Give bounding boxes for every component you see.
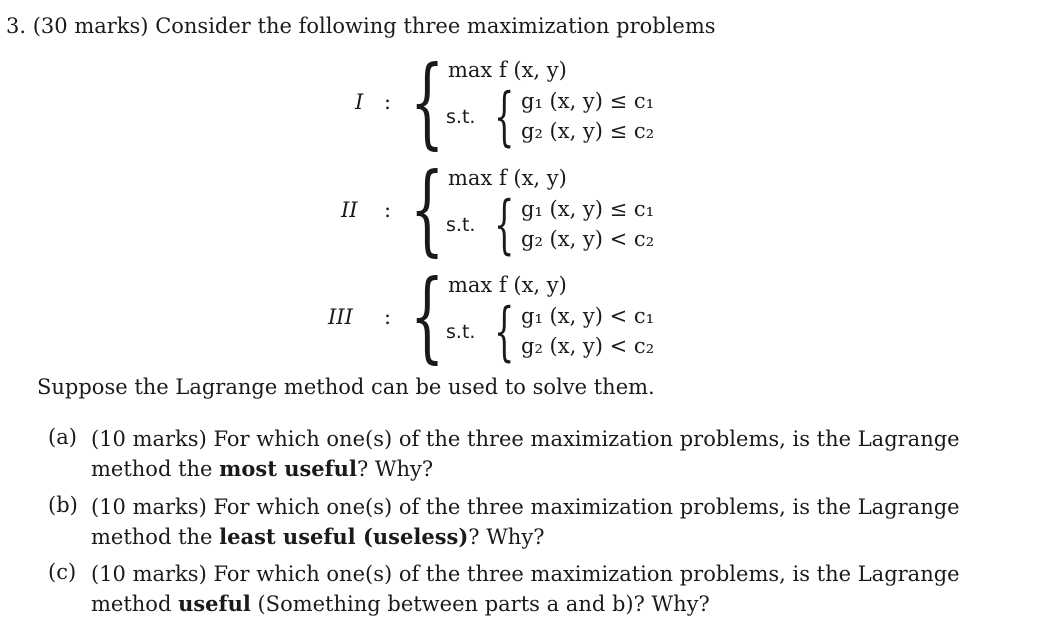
part-line-1	[91, 492, 960, 522]
problem-label: I	[355, 90, 364, 114]
part-line2-pre: method the	[91, 525, 220, 549]
part-line-1	[91, 559, 960, 589]
left-brace-icon: {	[410, 46, 445, 160]
constraint-1: g₁ (x, y) ≤ c₁	[521, 89, 655, 113]
constraint-brace-icon: {	[494, 80, 515, 154]
part-marks: (10 marks)	[91, 495, 207, 519]
subject-to-label: s.t.	[446, 214, 476, 236]
question-heading	[6, 14, 716, 38]
problem-colon: :	[384, 198, 392, 222]
part-line2-post: ? Why?	[468, 525, 545, 549]
objective: max f (x, y)	[448, 166, 567, 190]
constraint-1: g₁ (x, y) < c₁	[521, 304, 655, 328]
constraint-1: g₁ (x, y) ≤ c₁	[521, 197, 655, 221]
constraint-brace-icon: {	[494, 295, 515, 369]
part-line-2	[91, 454, 433, 484]
question-number: 3.	[6, 14, 27, 38]
constraint-brace-icon: {	[494, 188, 515, 262]
part-line2-post: ? Why?	[356, 457, 434, 481]
part-question: For which one(s) of the three maximization problems, is the Lagrange	[213, 495, 960, 519]
objective: max f (x, y)	[448, 58, 567, 82]
emphasis-text: useful	[178, 591, 251, 616]
emphasis-text: most useful	[219, 456, 357, 481]
part-line2-pre: method the	[91, 457, 220, 481]
part-label: (a)	[48, 425, 77, 449]
problem-label: II	[341, 198, 358, 222]
part-marks: (10 marks)	[91, 562, 207, 586]
objective: max f (x, y)	[448, 273, 567, 297]
part-label: (b)	[48, 493, 78, 517]
constraint-2: g₂ (x, y) ≤ c₂	[521, 119, 655, 143]
constraint-2: g₂ (x, y) < c₂	[521, 334, 655, 358]
problem-colon: :	[384, 305, 392, 329]
part-line2-pre: method	[91, 592, 179, 616]
subject-to-label: s.t.	[446, 106, 476, 128]
left-brace-icon: {	[410, 153, 445, 267]
part-question: For which one(s) of the three maximization problems, is the Lagrange	[213, 562, 960, 586]
part-label: (c)	[48, 560, 77, 584]
part-line2-post: (Something between parts a and b)? Why?	[250, 592, 710, 616]
subject-to-label: s.t.	[446, 321, 476, 343]
left-brace-icon: {	[410, 260, 445, 374]
question-text: Consider the following three maximization problems	[155, 14, 716, 38]
part-question: For which one(s) of the three maximization problems, is the Lagrange	[213, 427, 960, 451]
part-line-1	[91, 424, 960, 454]
question-marks: (30 marks)	[32, 14, 149, 38]
part-line-2	[91, 522, 544, 552]
problem-label: III	[328, 305, 353, 329]
part-line-2	[91, 589, 710, 619]
part-marks: (10 marks)	[91, 427, 207, 451]
emphasis-text: least useful (useless)	[219, 524, 469, 549]
suppose-text: Suppose the Lagrange method can be used to solve them.	[37, 375, 655, 399]
constraint-2: g₂ (x, y) < c₂	[521, 227, 655, 251]
problem-colon: :	[384, 90, 392, 114]
